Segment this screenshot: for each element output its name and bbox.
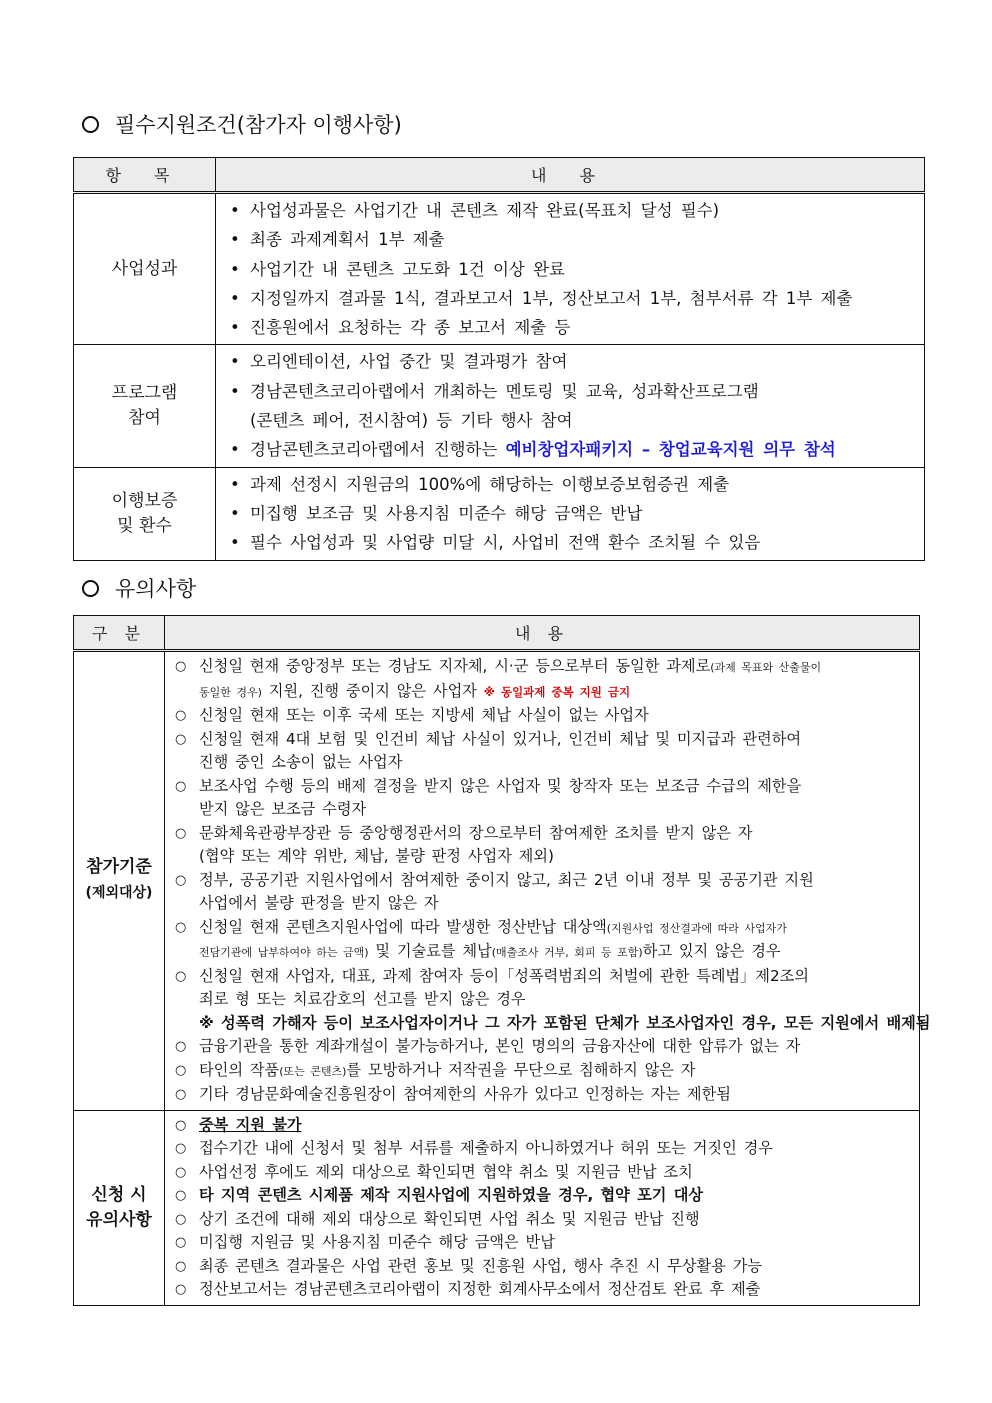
list-item: ○ 금융기관을 통한 계좌개설이 불가능하거나, 본인 명의의 금융자산에 대한 압류가 없는 자 xyxy=(175,1035,919,1059)
list-item: • 필수 사업성과 및 사업량 미달 시, 사업비 전액 환수 조치될 수 있음 xyxy=(230,528,924,557)
row-label: 프로그램 참여 xyxy=(74,345,216,467)
list-item: ○ 신청일 현재 4대 보험 및 인건비 체납 사실이 있거나, 인건비 체납 및 미지급과 관련하여 xyxy=(175,728,919,752)
list-item: • 미집행 보조금 및 사용지침 미준수 해당 금액은 반납 xyxy=(230,499,924,528)
list-item: ○ 정산보고서는 경남콘텐츠코리아랩이 지정한 회계사무소에서 정산검토 완료 후 제출 xyxy=(175,1278,919,1302)
row-content xyxy=(165,1110,920,1305)
list-item: ○ 상기 조건에 대해 제외 대상으로 확인되면 사업 취소 및 지원금 반납 진행 xyxy=(175,1208,919,1232)
list-item: ○ 신청일 현재 사업자, 대표, 과제 참여자 등이「성폭력범죄의 처벌에 관한 특례법」제2조의 xyxy=(175,965,919,989)
table-row xyxy=(74,651,920,1111)
header-content: 내 용 xyxy=(165,616,920,651)
notes-table xyxy=(73,615,931,1306)
row-content xyxy=(216,467,925,560)
list-item: ○ 타 지역 콘텐츠 시제품 제작 지원사업에 지원하였을 경우, 협약 포기 대상 xyxy=(175,1184,919,1208)
header-item: 항 목 xyxy=(74,158,216,193)
row-label: 이행보증 및 환수 xyxy=(74,467,216,560)
list-item: ○ 중복 지원 불가 xyxy=(175,1114,919,1138)
list-item: ○ 신청일 현재 또는 이후 국세 또는 지방세 체납 사실이 없는 사업자 xyxy=(175,704,919,728)
list-item: ○ 보조사업 수행 등의 배제 결정을 받지 않은 사업자 및 창작자 또는 보조금 수급의 제한을 xyxy=(175,775,919,799)
row-content xyxy=(165,651,931,1111)
list-item: 진행 중인 소송이 없는 사업자 xyxy=(199,753,403,771)
row-content xyxy=(216,345,925,467)
row-label: 참가기준 (제외대상) xyxy=(74,651,165,1111)
list-item: • 사업성과물은 사업기간 내 콘텐츠 제작 완료(목표치 달성 필수) xyxy=(230,196,924,225)
list-item: ○ 기타 경남문화예술진흥원장이 참여제한의 사유가 있다고 인정하는 자는 제한됨 xyxy=(175,1083,919,1107)
list-item: ○ 접수기간 내에 신청서 및 첨부 서류를 제출하지 아니하였거나 허위 또는 거짓인 경우 xyxy=(175,1137,919,1161)
list-item: ※ 성폭력 가해자 등이 보조사업자이거나 그 자가 포함된 단체가 보조사업자인 경우, 모든 지원에서 배제됨 xyxy=(199,1013,931,1032)
list-item: ○ 최종 콘텐츠 결과물은 사업 관련 홍보 및 진흥원 사업, 행사 추진 시 무상활용 가능 xyxy=(175,1255,919,1279)
list-item: 사업에서 불량 판정을 받지 않은 자 xyxy=(199,894,439,912)
list-item: • 지정일까지 결과물 1식, 결과보고서 1부, 정산보고서 1부, 첨부서류 각 1부 제출 xyxy=(230,284,924,313)
list-item: • 과제 선정시 지원금의 100%에 해당하는 이행보증보험증권 제출 xyxy=(230,470,924,499)
list-item: • 진흥원에서 요청하는 각 종 보고서 제출 등 xyxy=(230,313,924,342)
section1-heading xyxy=(82,109,402,139)
list-item: ○ 정부, 공공기관 지원사업에서 참여제한 중이지 않고, 최근 2년 이내 정부 및 공공기관 지원 xyxy=(175,869,919,893)
list-item: ○ 미집행 지원금 및 사용지침 미준수 해당 금액은 반납 xyxy=(175,1231,919,1255)
list-item: • 경남콘텐츠코리아랩에서 개최하는 멘토링 및 교육, 성과확산프로그램 xyxy=(230,377,924,406)
list-item: (협약 또는 계약 위반, 체납, 불량 판정 사업자 제외) xyxy=(199,847,554,865)
list-item: 전담기관에 납부하여야 하는 금액) 및 기술료를 체납(매출조사 거부, 회피 등 포함)하고 있지 않은 경우 xyxy=(199,942,781,960)
warning-text: ※ 동일과제 중복 지원 금지 xyxy=(483,684,631,699)
row-label: 사업성과 xyxy=(74,193,216,345)
header-content: 내 용 xyxy=(216,158,925,193)
list-item: • 최종 과제계획서 1부 제출 xyxy=(230,225,924,254)
table-row xyxy=(74,467,925,560)
section2-heading xyxy=(82,573,196,603)
list-item: ○ 문화체육관광부장관 등 중앙행정관서의 장으로부터 참여제한 조치를 받지 않은 자 xyxy=(175,822,919,846)
list-item: • 사업기간 내 콘텐츠 고도화 1건 이상 완료 xyxy=(230,255,924,284)
list-item: • 오리엔테이션, 사업 중간 및 결과평가 참여 xyxy=(230,347,924,376)
table-row xyxy=(74,193,925,345)
row-content xyxy=(216,193,925,345)
list-item: 받지 않은 보조금 수령자 xyxy=(199,800,367,818)
list-item: ○ 타인의 작품(또는 콘텐츠)를 모방하거나 저작권을 무단으로 침해하지 않은 자 xyxy=(175,1059,919,1084)
list-item: ○ 사업선정 후에도 제외 대상으로 확인되면 협약 취소 및 지원금 반납 조치 xyxy=(175,1161,919,1185)
list-item: ○ 신청일 현재 중앙정부 또는 경남도 지자체, 시·군 등으로부터 동일한 과제로(과제 목표와 산출물이 xyxy=(175,655,919,680)
circle-bullet-icon xyxy=(82,580,99,597)
list-item: 동일한 경우) 지원, 진행 중이지 않은 사업자 ※ 동일과제 중복 지원 금지 xyxy=(199,681,631,700)
requirements-table xyxy=(73,157,925,561)
table-row xyxy=(74,345,925,467)
section2-title: 유의사항 xyxy=(115,577,197,601)
row-label: 신청 시 유의사항 xyxy=(74,1110,165,1305)
list-item: ○ 신청일 현재 콘텐츠지원사업에 따라 발생한 정산반납 대상액(지원사업 정산결과에 따라 사업자가 xyxy=(175,916,919,941)
table-row xyxy=(74,1110,920,1305)
list-item: 죄로 형 또는 치료감호의 선고를 받지 않은 경우 xyxy=(199,990,526,1008)
header-category: 구 분 xyxy=(74,616,165,651)
circle-bullet-icon xyxy=(82,116,99,133)
list-item: • 경남콘텐츠코리아랩에서 진행하는 예비창업자패키지 – 창업교육지원 의무 참석 xyxy=(230,435,924,464)
section1-title: 필수지원조건(참가자 이행사항) xyxy=(115,113,402,137)
highlight-text: 예비창업자패키지 – 창업교육지원 의무 참석 xyxy=(505,440,836,460)
list-item: (콘텐츠 페어, 전시참여) 등 기타 행사 참여 xyxy=(250,411,573,431)
